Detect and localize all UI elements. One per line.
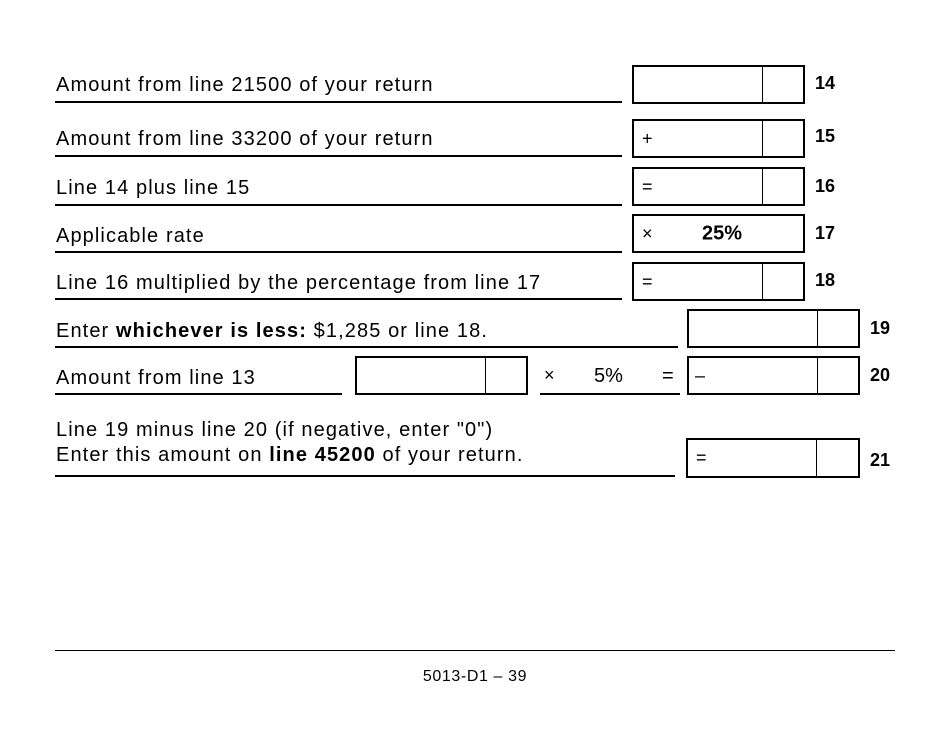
line-14-cents-divider xyxy=(762,65,763,104)
line-18-underline xyxy=(55,298,622,300)
line-20-rate-underline xyxy=(540,393,680,395)
line-21-underline xyxy=(55,475,675,477)
line-16-cents-divider xyxy=(762,167,763,206)
line-20-label: Amount from line 13 xyxy=(56,367,256,389)
line-15-cents-divider xyxy=(762,119,763,158)
line-19-bold-text: whichever is less: xyxy=(115,320,307,342)
line-21-bold-text: line 45200 xyxy=(269,444,376,466)
line-16-label: Line 14 plus line 15 xyxy=(56,177,251,199)
line-17-rate-value: 25% xyxy=(702,222,743,244)
line-21-cents-divider xyxy=(816,438,817,478)
line-18-cents-divider xyxy=(762,262,763,301)
footer-divider xyxy=(55,650,895,651)
line-17-label: Applicable rate xyxy=(56,225,205,247)
line-21-number: 21 xyxy=(870,450,891,470)
line-16-operator: = xyxy=(642,176,653,196)
line-20-underline xyxy=(55,393,342,395)
line-17-rate-box xyxy=(632,214,805,253)
line-20-rate: 5% xyxy=(594,365,623,387)
line-15-label: Amount from line 33200 of your return xyxy=(56,128,434,150)
line-19-underline xyxy=(55,346,678,348)
line-14-underline xyxy=(55,101,622,103)
line-17-operator: × xyxy=(642,223,653,243)
line-15-amount-field[interactable] xyxy=(632,119,805,158)
line-20-operator: – xyxy=(695,365,706,385)
line-19-label: Enter whichever is less: $1,285 or line 18. xyxy=(56,320,489,342)
line-20-equals-sign: = xyxy=(662,365,674,387)
line-21-amount-field[interactable] xyxy=(686,438,860,478)
line-20-amount-field[interactable] xyxy=(687,356,860,395)
line-19-amount-field[interactable] xyxy=(687,309,860,348)
line-14-label: Amount from line 21500 of your return xyxy=(56,74,434,96)
line-16-underline xyxy=(55,204,622,206)
line-14-number: 14 xyxy=(815,73,836,93)
page-number: 5013-D1 – 39 xyxy=(422,668,528,685)
line-20-times-sign: × xyxy=(544,365,555,385)
line-20-number: 20 xyxy=(870,365,891,385)
line-18-number: 18 xyxy=(815,270,836,290)
line-19-cents-divider xyxy=(817,309,818,348)
line-18-label: Line 16 multiplied by the percentage from line 17 xyxy=(56,272,542,294)
line-20-line13-amount-field[interactable] xyxy=(355,356,528,395)
line-21-label: Enter this amount on line 45200 of your return. xyxy=(56,444,524,466)
line-15-underline xyxy=(55,155,622,157)
line-16-amount-field[interactable] xyxy=(632,167,805,206)
line-20-line13-cents-divider xyxy=(485,356,486,395)
line-21-instruction: Line 19 minus line 20 (if negative, enter "0") xyxy=(56,419,494,441)
line-21-operator: = xyxy=(696,447,707,468)
line-15-number: 15 xyxy=(815,126,836,146)
line-15-operator: + xyxy=(642,128,653,148)
line-18-amount-field[interactable] xyxy=(632,262,805,301)
line-16-number: 16 xyxy=(815,176,836,196)
line-17-number: 17 xyxy=(815,223,836,243)
line-14-amount-field[interactable] xyxy=(632,65,805,104)
line-17-underline xyxy=(55,251,622,253)
line-20-cents-divider xyxy=(817,356,818,395)
line-19-number: 19 xyxy=(870,318,891,338)
line-18-operator: = xyxy=(642,271,653,291)
